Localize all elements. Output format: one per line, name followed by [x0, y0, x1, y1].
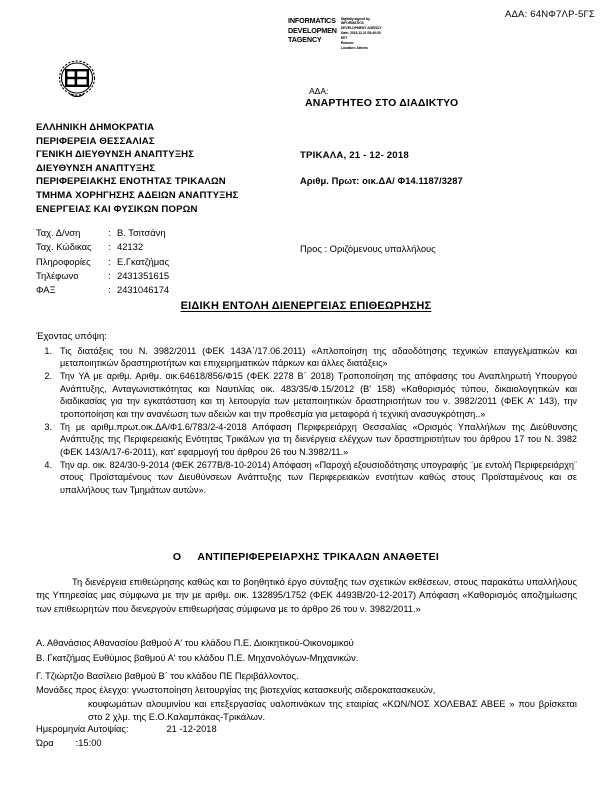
anartiteo-block	[305, 86, 458, 111]
assigned-employees-list	[36, 636, 577, 684]
assignment-body: Τη διενέργεια επιθεώρησης καθώς και το βοηθητικό έργο σύνταξης των σχετικών εκθέσεων, στους παρακάτω υπαλλήλους της Υπηρεσίας μας σύμφωνα με την με αριθμ. οικ. 132895/1752 (ΦΕΚ 4493Β/20-12-2017) Απόφαση «Καθορισμός αποζημίωσης των επιθεωρητών που διενεργούν επιθεωρήσας σύμφωνα με το άρθρο 26 του ν. 3982/2011.»	[36, 577, 577, 614]
employee-row: Α. Αθανάσιος Αθανασίου βαθμού Α' του κλάδου Π.Ε. Διοικητικού-Οικονομικού	[36, 638, 354, 648]
time-separator: :	[75, 738, 79, 749]
provision-number: 1.	[44, 346, 52, 356]
contact-row	[36, 240, 169, 254]
contact-row	[36, 255, 169, 269]
authority-line-5: ΠΕΡΙΦΕΡΕΙΑΚΗΣ ΕΝΟΤΗΤΑΣ ΤΡΙΚΑΛΩΝ	[36, 176, 226, 188]
time-row	[36, 736, 217, 750]
assignment-heading	[0, 551, 612, 563]
provision-item	[36, 370, 577, 420]
provisions-list	[36, 345, 577, 497]
stamp-detail-line: EET	[340, 36, 348, 41]
contact-label: Ταχ. Κώδικας	[36, 241, 92, 253]
authority-line-3: ΓΕΝΙΚΗ ΔΙΕΥΘΥΝΣΗ ΑΝΑΠΤΥΞΗΣ	[36, 149, 195, 161]
provision-number: 2.	[44, 371, 52, 382]
provision-text: Την αρ. οικ. 824/30-9-2014 (ΦΕΚ 2677Β/8-10-2014) Απόφαση «Παροχή εξουσιοδότησης υπογραφής ¨με εντολή Περιφερειάρχη¨ στους Προϊσταμένους των Διευθύνσεων Ανάπτυξης των Περιφερειακών ενοτήτων καθώς στους Προϊσταμένους και σε υπαλλήλους των Τμημάτων αυτών».	[60, 459, 577, 495]
contact-value: 2431351615	[117, 269, 170, 281]
time-value: 15:00	[78, 738, 102, 749]
contact-separator: :	[108, 227, 111, 238]
issuing-authority-block	[36, 121, 238, 216]
provision-item	[36, 421, 577, 458]
units-under-inspection	[36, 684, 577, 725]
ada-label: ΑΔΑ:	[309, 86, 329, 96]
authority-line-7: ΕΝΕΡΓΕΙΑΣ ΚΑΙ ΦΥΣΙΚΩΝ ΠΟΡΩΝ	[36, 203, 198, 215]
stamp-agency-name	[288, 16, 337, 45]
autopsy-date-label: Ημερομηνία Αυτοψίας:	[36, 724, 129, 734]
units-label: Μονάδες προς έλεγχο:	[36, 685, 130, 695]
digital-signature-stamp	[288, 16, 382, 51]
contact-value: 2431046174	[117, 284, 170, 296]
provision-number: 4.	[44, 459, 52, 470]
authority-line-4: ΔΙΕΥΘΥΝΣΗ ΑΝΑΠΤΥΞΗΣ	[36, 162, 156, 174]
page-title-text: ΕΙΔΙΚΗ ΕΝΤΟΛΗ ΔΙΕΝΕΡΓΕΙΑΣ ΕΠΙΘΕΩΡΗΣΗΣ	[180, 300, 432, 312]
authority-line-6: ΤΜΗΜΑ ΧΟΡΗΓΗΣΗΣ ΑΔΕΙΩΝ ΑΝΑΠΤΥΞΗΣ	[36, 190, 239, 202]
stamp-agency-line: TAGENCY	[288, 35, 322, 44]
stamp-agency-line: DEVELOPMEN	[288, 25, 337, 35]
contact-value: 42132	[117, 241, 144, 253]
contact-value: Β. Τσιτσάνη	[117, 227, 166, 238]
contact-label: ΦΑΞ	[36, 284, 56, 296]
stamp-detail-line: Reason:	[340, 41, 354, 46]
units-continuation: κουφωμάτων αλουμινίου και επεξεργασίας υαλοπινάκων της εταιρίας «ΚΩΝ/ΝΟΣ ΧΟΛΕΒΑΣ ΑΒΕΕ » που βρίσκεται στο 2 χλμ. της Ε.Ο.Καλαμπάκας-Τρικάλων.	[88, 698, 577, 723]
inspection-schedule	[36, 722, 217, 751]
provision-number: 3.	[44, 421, 52, 432]
provision-text: Τις διατάξεις του Ν. 3982/2011 (ΦΕΚ 143Α΄/17.06.2011) «Απλοποίηση της αδαοδότησης τεχνικών επαγγελματικών και μεταποιητικών δραστηριοτήτων και επιχειρηματικών πάρκων και άλλες διατάξεις»	[60, 346, 577, 369]
time-label: Ώρα	[36, 738, 54, 749]
city-and-date: ΤΡΙΚΑΛΑ, 21 - 12- 2018	[300, 150, 409, 161]
contact-row	[36, 269, 169, 283]
stamp-detail-line: Digitally signed by	[340, 16, 370, 21]
contact-label: Ταχ. Δ/νση	[36, 227, 81, 238]
provision-text: Τη με αριθμ.πρωτ.οικ.ΔΑ/Φ1.6/783/2-4-2018 Απόφαση Περιφερειάρχη Θεσσαλίας «Ορισμός Υπαλλήλων της Διεύθυνσης Ανάπτυξης της Περιφερειακής Ενότητας Τρικάλων για τη διενέργεια ελέγχων των δραστηριοτήτων του άρθρου 17 του Ν. 3982 (ΦΕΚ 143/Α/17-6-2011), κατ' εφαρμογή του άρθρου 26 του Ν.3982/11.»	[60, 421, 577, 457]
contact-value: Ε.Γκατζήμας	[117, 255, 170, 267]
assignment-heading-text: ΑΝΤΙΠΕΡΙΦΕΡΕΙΑΡΧΗΣ ΤΡΙΚΑΛΩΝ ΑΝΑΘΕΤΕΙ	[197, 551, 440, 563]
protocol-number: Αριθμ. Πρωτ: οικ.ΔΑ/ Φ14.1187/3287	[300, 176, 463, 186]
units-text: γνωστοποίηση λειτουργίας της βιοτεχνίας κατασκευής σιδεροκατασκευών,	[131, 685, 436, 695]
contact-row	[36, 226, 169, 240]
provision-item	[36, 345, 577, 370]
employee-row: Β. Γκατζήμας Ευθύμιος βαθμού Α' του κλάδου Π.Ε. Μηχανολόγων-Μηχανικών.	[36, 653, 359, 664]
provision-item	[36, 459, 577, 496]
employee-row: Γ. Τζιώρτζιο Βασίλειο βαθμού Β΄ του κλάδου ΠΕ Περιβάλλοντος.	[36, 671, 299, 682]
contact-details-table	[36, 226, 169, 297]
autopsy-date-value: 21 -12-2018	[166, 724, 217, 734]
contact-row	[36, 283, 169, 297]
contact-label: Τηλέφωνο	[36, 269, 79, 281]
provision-text: Την ΥΑ με αριθμ. Αριθμ. οικ.64618/856/Φ15 (ΦΕΚ 2278 Β΄ 2018) Τροποποίηση της απόφασης του Αναπληρωτή Υπουργού Ανάπτυξης, Ανταγωνιστικότητας και Ναυτιλίας οικ. 483/35/Φ.15/2012 (Β' 158) «Καθορισμός τύπου, δικαιολογητικών και διαδικασίας για την εγκατάσταση και τη λειτουργία των μεταποιητικών δραστηριοτήτων του ν. 3982/2011 (ΦΕΚ Α' 143), την τροποποίηση και την ανανέωση των αδειών και την προθεσμία για μεταφορά ή τεχνική ανασυγκρότηση..»	[60, 371, 577, 419]
hellenic-republic-emblem-icon	[58, 58, 96, 100]
stamp-agency-line: INFORMATICS	[288, 16, 336, 25]
anartiteo-text: ΑΝΑΡΤΗΤΕΟ ΣΤΟ ΔΙΑΔΙΚΤΥΟ	[305, 97, 459, 110]
stamp-detail-line: INFORMATICS	[340, 21, 364, 26]
contact-separator: :	[108, 255, 111, 267]
page-title	[0, 300, 612, 312]
contact-separator: :	[108, 269, 111, 281]
contact-separator: :	[108, 284, 111, 296]
contact-separator: :	[108, 241, 111, 253]
having-in-mind-label: Έχοντας υπόψη:	[36, 331, 107, 342]
autopsy-date-row	[36, 722, 217, 736]
stamp-detail-line: DEVELOPMENT AGENCY	[340, 26, 382, 31]
contact-label: Πληροφορίες	[36, 255, 91, 267]
assignment-heading-prefix: Ο	[172, 551, 182, 563]
authority-line-1: ΕΛΛΗΝΙΚΗ ΔΗΜΟΚΡΑΤΙΑ	[36, 122, 155, 133]
ada-code-top: ΑΔΑ: 64ΝΦ7ΛΡ-5ΓΣ	[504, 9, 595, 20]
stamp-detail-line: Date: 2018.12.21 08:49:35	[340, 31, 381, 36]
authority-line-2: ΠΕΡΙΦΕΡΕΙΑ ΘΕΣΣΑΛΙΑΣ	[36, 135, 155, 147]
stamp-signature-details	[341, 16, 382, 51]
recipient-line: Προς : Οριζόμενους υπαλλήλους	[300, 243, 436, 254]
stamp-detail-line: Location: Athens	[340, 46, 368, 51]
